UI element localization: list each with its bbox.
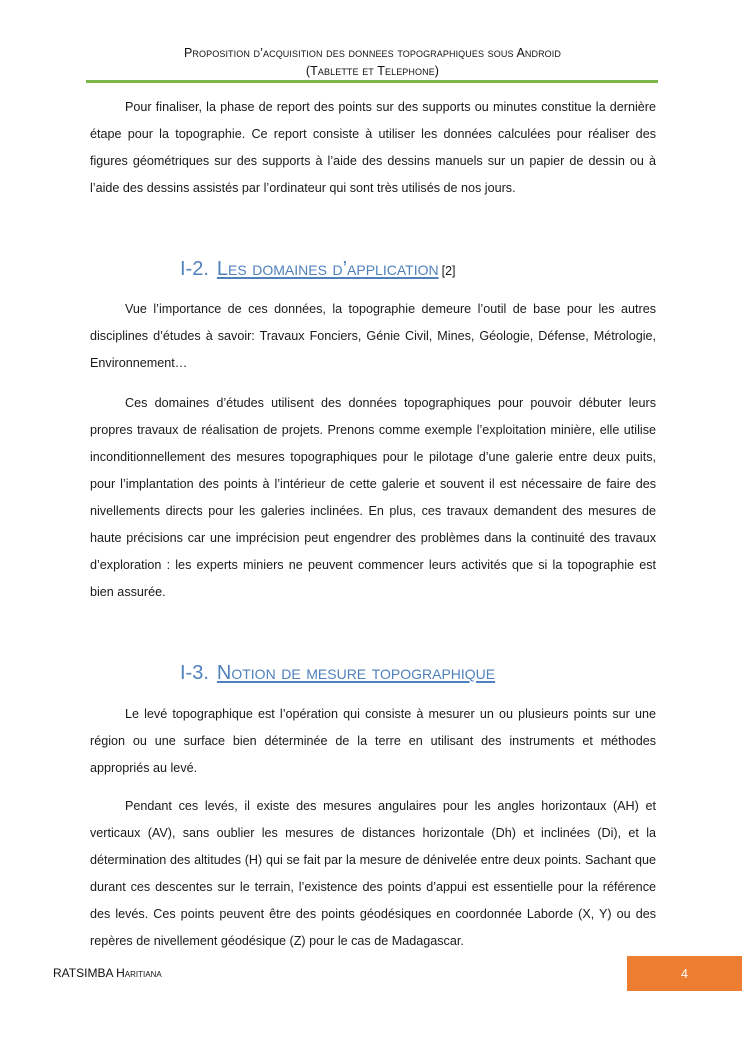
footer-author: RATSIMBA Haritiana	[53, 966, 162, 980]
section-i2-paragraph-1: Vue l’importance de ces données, la topographie demeure l’outil de base pour les autres disciplines d’études à savoir: Travaux Fonciers, Génie Civil, Mines, Géologie, Défense, Métrologie, Environnement…	[90, 302, 656, 370]
section-i3-paragraph-2: Pendant ces levés, il existe des mesures angulaires pour les angles horizontaux (AH) et verticaux (AV), sans oublier les mesures de distances horizontale (Dh) et inclinées (Di), et la détermination des altitudes (H) qui se fait par la mesure de dénivelée entre deux points. Sachant que durant ces descentes sur le terrain, l’existence des points d’appui est essentielle pour la référence des levés. Ces points peuvent être des points géodésiques en coordonnée Laborde (X, Y) ou des repères de nivellement géodésique (Z) pour le cas de Madagascar.	[90, 799, 656, 948]
section-i3-paragraph-1: Le levé topographique est l’opération qui consiste à mesurer un ou plusieurs points sur une région ou une surface bien déterminée de la terre en utilisant des instruments et méthodes appropriés au levé.	[90, 707, 656, 775]
section-title: Notion de mesure topographique	[216, 662, 496, 684]
intro-paragraph: Pour finaliser, la phase de report des points sur des supports ou minutes constitue la dernière étape pour la topographie. Ce report consiste à utiliser les données calculées pour réaliser des figures géométriques sur des supports à l’aide des dessins manuels sur un papier de dessin ou à l’aide des dessins assistés par l’ordinateur qui sont très utilisés de nos jours.	[90, 100, 656, 195]
page-number: 4	[681, 966, 688, 981]
page-header	[90, 44, 655, 80]
header-title-line2: (Tablette et Telephone)	[305, 64, 440, 78]
page-number-badge	[627, 956, 742, 991]
section-title: Les domaines d’application	[216, 258, 439, 280]
section-heading-i2	[180, 258, 456, 281]
section-heading-i3	[180, 662, 495, 685]
header-divider	[86, 80, 658, 83]
section-number: I-3.	[180, 662, 209, 684]
header-title-line1: Proposition d’acquisition des donnees topographiques sous Android	[184, 46, 561, 60]
reference-link[interactable]: [2]	[441, 264, 456, 278]
section-number: I-2.	[180, 258, 209, 280]
section-i2-paragraph-2: Ces domaines d’études utilisent des données topographiques pour pouvoir débuter leurs propres travaux de réalisation de projets. Prenons comme exemple l’exploitation minière, elle utilise inconditionnellement des mesures topographiques pour le pilotage d’une galerie entre deux puits, pour l’implantation des points à l’intérieur de cette galerie et souvent il est nécessaire de faire des nivellements directs pour les galeries inclinées. En plus, ces travaux demandent des mesures de haute précisions car une imprécision peut engendrer des problèmes dans la continuité des travaux d’exploration : les experts miniers ne peuvent commencer leurs activités que si la topographie est bien assurée.	[90, 396, 656, 599]
